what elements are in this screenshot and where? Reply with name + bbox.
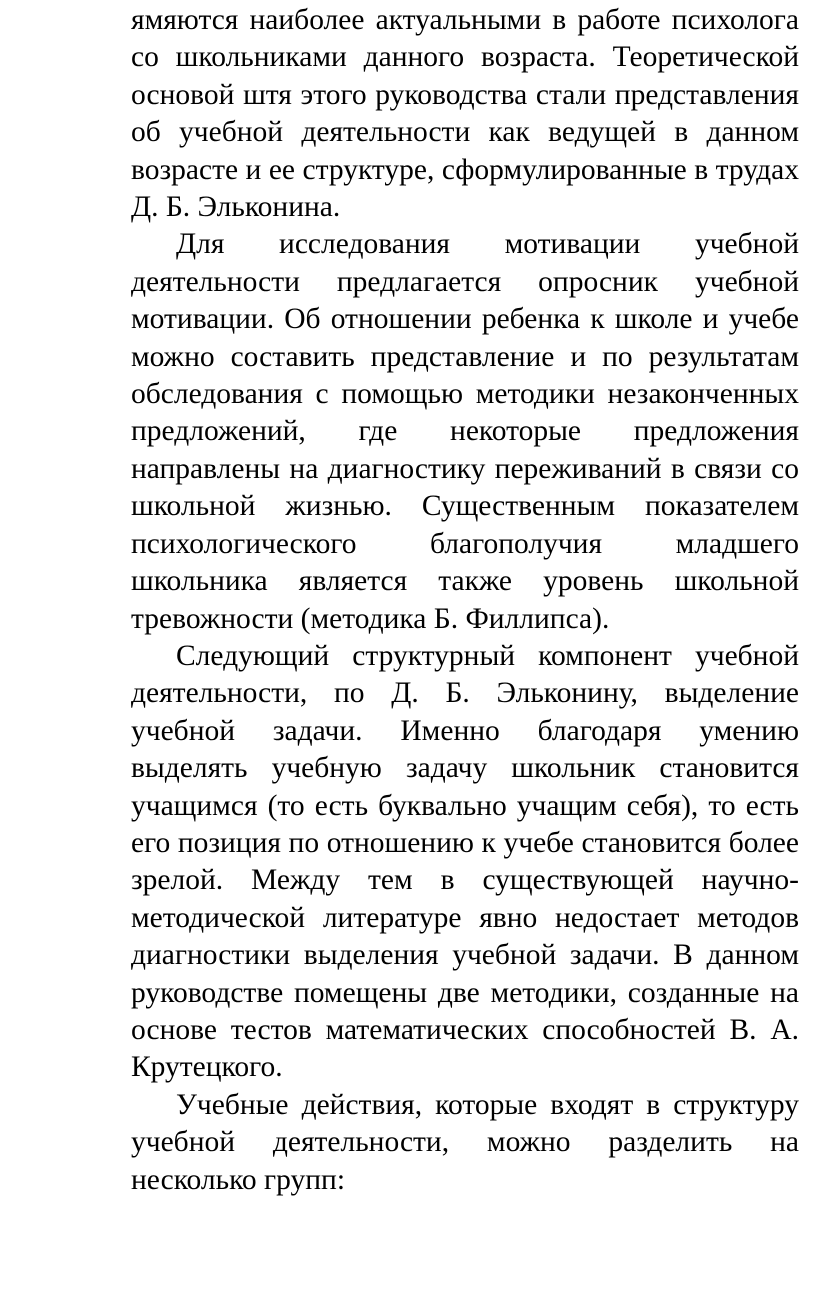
paragraph-1: ямяются наиболее актуальными в работе психолога со школьниками данного возраста. Теоретической основой штя этого руководства стали представления об учебной деятельности как ведущей в данном возрасте и ее структуре, сформулированные в трудах Д. Б. Эльконина.	[131, 4, 799, 224]
document-page	[131, 2, 799, 1199]
paragraph-4: Учебные действия, которые входят в структуру учебной деятельности, можно разделить на несколько групп:	[131, 1088, 799, 1196]
paragraph-2: Для исследования мотивации учебной деятельности предлагается опросник учебной мотивации. Об отношении ребенка к школе и учебе можно составить представление и по результатам обследования с помощью методики незаконченных предложений, где некоторые предложения направлены на диагностику переживаний в связи со школьной жизнью. Существенным показателем психологического благополучия младшего школьника является также уровень школьной тревожности (методика Б. Филлипса).	[131, 228, 799, 635]
paragraph-3: Следующий структурный компонент учебной деятельности, по Д. Б. Эльконину, выделение учебной задачи. Именно благодаря умению выделять учебную задачу школьник становится учащимся (то есть буквально учащим себя), то есть его позиция по отношению к учебе становится более зрелой. Между тем в существующей научно-методической литературе явно недостает методов диагностики выделения учебной задачи. В данном руководстве помещены две методики, созданные на основе тестов математических способностей В. А. Крутецкого.	[131, 639, 799, 1084]
